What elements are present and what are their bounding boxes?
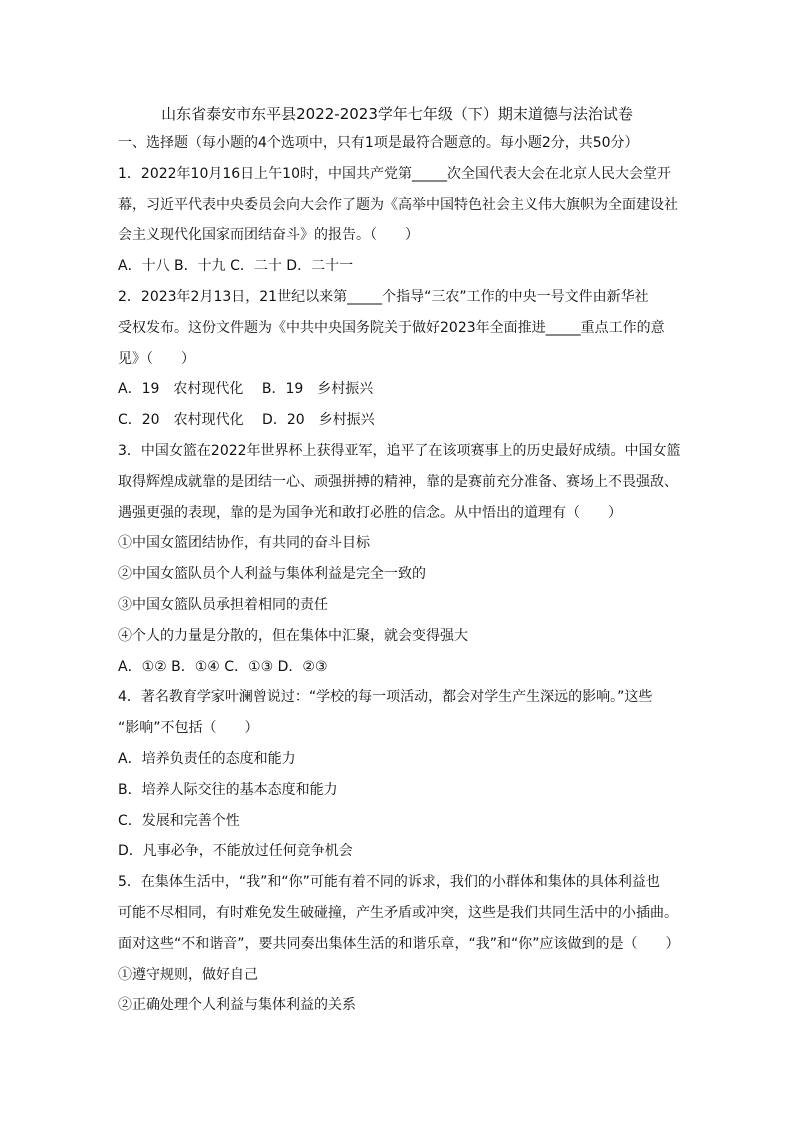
question-3-statement: ④个人的力量是分散的，但在集体中汇聚，就会变得强大 (118, 627, 468, 644)
question-1-stem: 会主义现代化国家而团结奋斗》的报告。（ ） (118, 227, 419, 244)
question-1-options: A．十八 B．十九 C．二十 D．二十一 (118, 258, 354, 275)
question-5-stem: 面对这些“不和谐音”，要共同奏出集体生活的和谐乐章，“我”和“你”应该做到的是（ ） (118, 935, 680, 952)
question-1-stem: 1．2022年10月16日上午10时，中国共产党第_____次全国代表大会在北京人民大会堂开 (118, 165, 671, 182)
question-4-option: A．培养负责任的态度和能力 (118, 750, 296, 767)
question-3-statement: ①中国女篮团结协作，有共同的奋斗目标 (118, 535, 370, 552)
question-4-stem: “影响”不包括（ ） (118, 720, 259, 737)
question-1-stem: 幕，习近平代表中央委员会向大会作了题为《高举中国特色社会主义伟大旗帜为全面建设社 (118, 196, 678, 213)
question-3-options: A．①② B．①④ C．①③ D．②③ (118, 658, 328, 675)
question-3-stem: 取得辉煌成就靠的是团结一心、顽强拼搏的精神，靠的是赛前充分准备、赛场上不畏强敌、 (118, 473, 678, 490)
question-4-option: C．发展和完善个性 (118, 812, 240, 829)
question-2-stem: 见》（ ） (118, 350, 195, 367)
page-title: 山东省泰安市东平县2022-2023学年七年级（下）期末道德与法治试卷 (161, 105, 633, 123)
question-3-statement: ③中国女篮队员承担着相同的责任 (118, 596, 328, 613)
question-5-statement: ②正确处理个人利益与集体利益的关系 (118, 997, 356, 1014)
question-3-statement: ②中国女篮队员个人利益与集体利益是完全一致的 (118, 566, 426, 583)
question-5-statement: ①遵守规则，做好自己 (118, 966, 258, 983)
question-5-stem: 可能不尽相同，有时难免发生破碰撞，产生矛盾或冲突，这些是我们共同生活中的小插曲。 (118, 904, 678, 921)
exam-content (118, 132, 682, 1025)
question-4-stem: 4．著名教育学家叶澜曾说过：“学校的每一项活动，都会对学生产生深远的影响。”这些 (118, 689, 653, 706)
question-2-options: C．20 农村现代化 D．20 乡村振兴 (118, 412, 375, 429)
question-4-option: B．培养人际交往的基本态度和能力 (118, 781, 338, 798)
question-2-stem: 受权发布。这份文件题为《中共中央国务院关于做好2023年全面推进_____重点工作的意 (118, 319, 665, 336)
question-5-stem: 5．在集体生活中，“我”和“你”可能有着不同的诉求，我们的小群体和集体的具体利益也 (118, 874, 660, 891)
question-3-stem: 3．中国女篮在2022年世界杯上获得亚军，追平了在该项赛事上的历史最好成绩。中国女篮 (118, 442, 681, 459)
question-4-option: D．凡事必争，不能放过任何竞争机会 (118, 843, 353, 860)
question-3-stem: 遇强更强的表现，靠的是为国争光和敢打必胜的信念。从中悟出的道理有（ ） (118, 504, 622, 521)
question-2-stem: 2．2023年2月13日，21世纪以来第_____个指导“三农”工作的中央一号文件由新华社 (118, 288, 649, 305)
section-heading: 一、选择题（每小题的4个选项中，只有1项是最符合题意的。每小题2分，共50分） (118, 135, 639, 151)
question-2-options: A．19 农村现代化 B．19 乡村振兴 (118, 381, 374, 398)
